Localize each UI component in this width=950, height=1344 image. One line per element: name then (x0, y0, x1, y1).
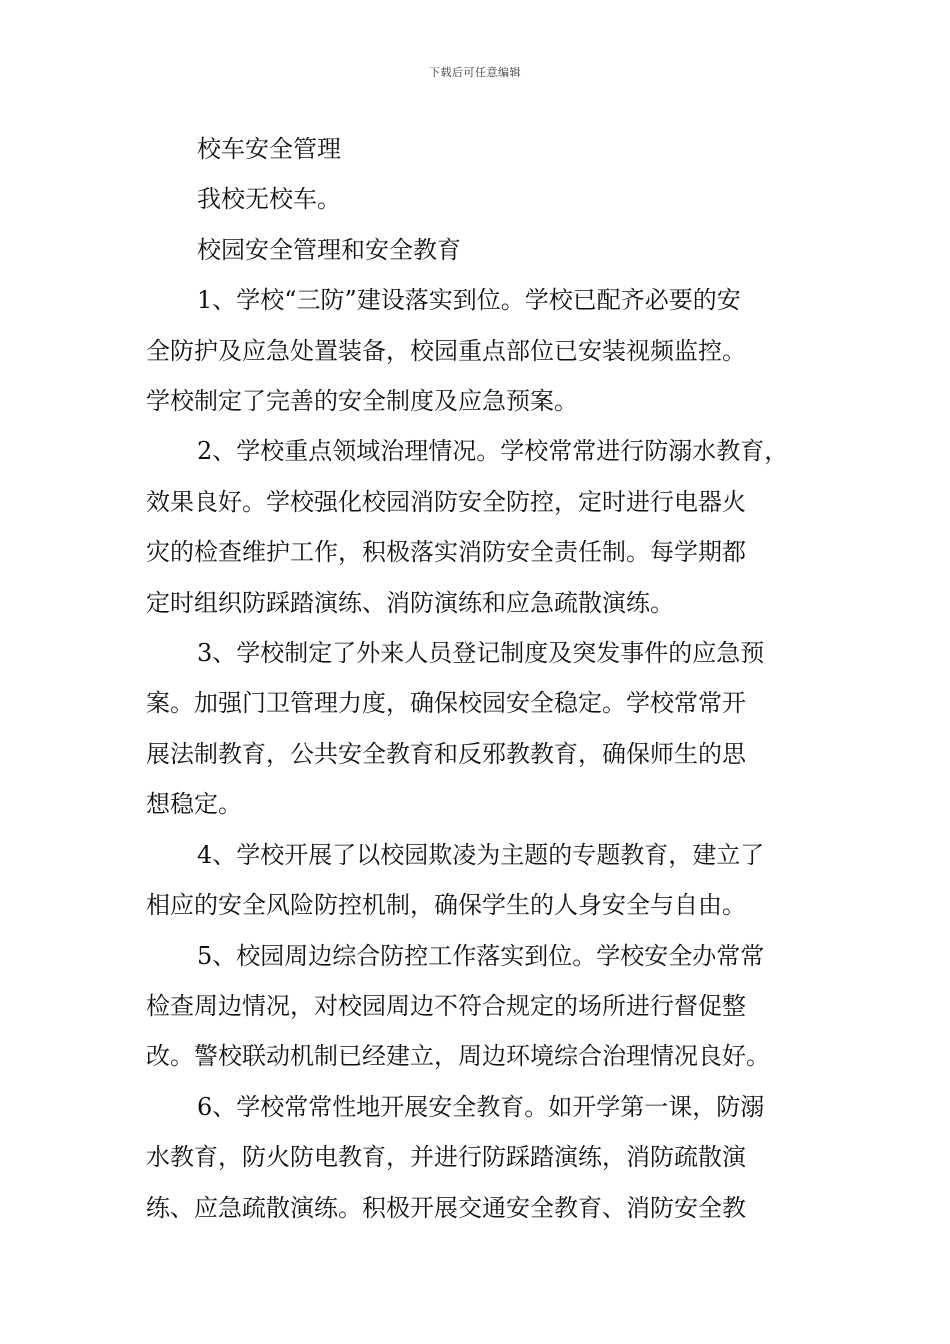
paragraph-line: 我校无校车。 (197, 185, 341, 214)
paragraph-line: 6、学校常常性地开展安全教育。如开学第一课，防溺 (197, 1092, 765, 1121)
paragraph-line: 灾的检查维护工作，积极落实消防安全责任制。每学期都 (146, 538, 746, 567)
section-heading-campus-safety: 校园安全管理和安全教育 (197, 235, 461, 264)
paragraph-line: 定时组织防踩踏演练、消防演练和应急疏散演练。 (146, 588, 674, 617)
paragraph-line: 学校制定了完善的安全制度及应急预案。 (146, 387, 578, 416)
paragraph-line: 相应的安全风险防控机制，确保学生的人身安全与自由。 (146, 891, 746, 920)
paragraph-line: 1、学校“三防”建设落实到位。学校已配齐必要的安 (197, 286, 741, 315)
paragraph-line: 全防护及应急处置装备，校园重点部位已安装视频监控。 (146, 336, 746, 365)
paragraph-line: 检查周边情况，对校园周边不符合规定的场所进行督促整 (146, 991, 746, 1020)
document-body (146, 124, 826, 1233)
paragraph-line: 案。加强门卫管理力度，确保校园安全稳定。学校常常开 (146, 689, 746, 718)
section-heading-school-bus: 校车安全管理 (197, 135, 341, 163)
paragraph-line: 练、应急疏散演练。积极开展交通安全教育、消防安全教 (146, 1193, 746, 1222)
paragraph-line: 2、学校重点领域治理情况。学校常常进行防溺水教育， (197, 437, 789, 466)
paragraph-line: 效果良好。学校强化校园消防安全防控，定时进行电器火 (146, 487, 746, 516)
paragraph-line: 5、校园周边综合防控工作落实到位。学校安全办常常 (197, 941, 765, 970)
paragraph-line: 3、学校制定了外来人员登记制度及突发事件的应急预 (197, 639, 765, 668)
paragraph-line: 4、学校开展了以校园欺凌为主题的专题教育，建立了 (197, 840, 765, 869)
paragraph-line: 想稳定。 (146, 790, 242, 819)
paragraph-line: 水教育，防火防电教育，并进行防踩踏演练，消防疏散演 (146, 1143, 746, 1172)
header-note: 下载后可任意编辑 (429, 66, 521, 79)
paragraph-line: 展法制教育，公共安全教育和反邪教教育，确保师生的思 (146, 739, 746, 768)
paragraph-line: 改。警校联动机制已经建立，周边环境综合治理情况良好。 (146, 1042, 770, 1071)
